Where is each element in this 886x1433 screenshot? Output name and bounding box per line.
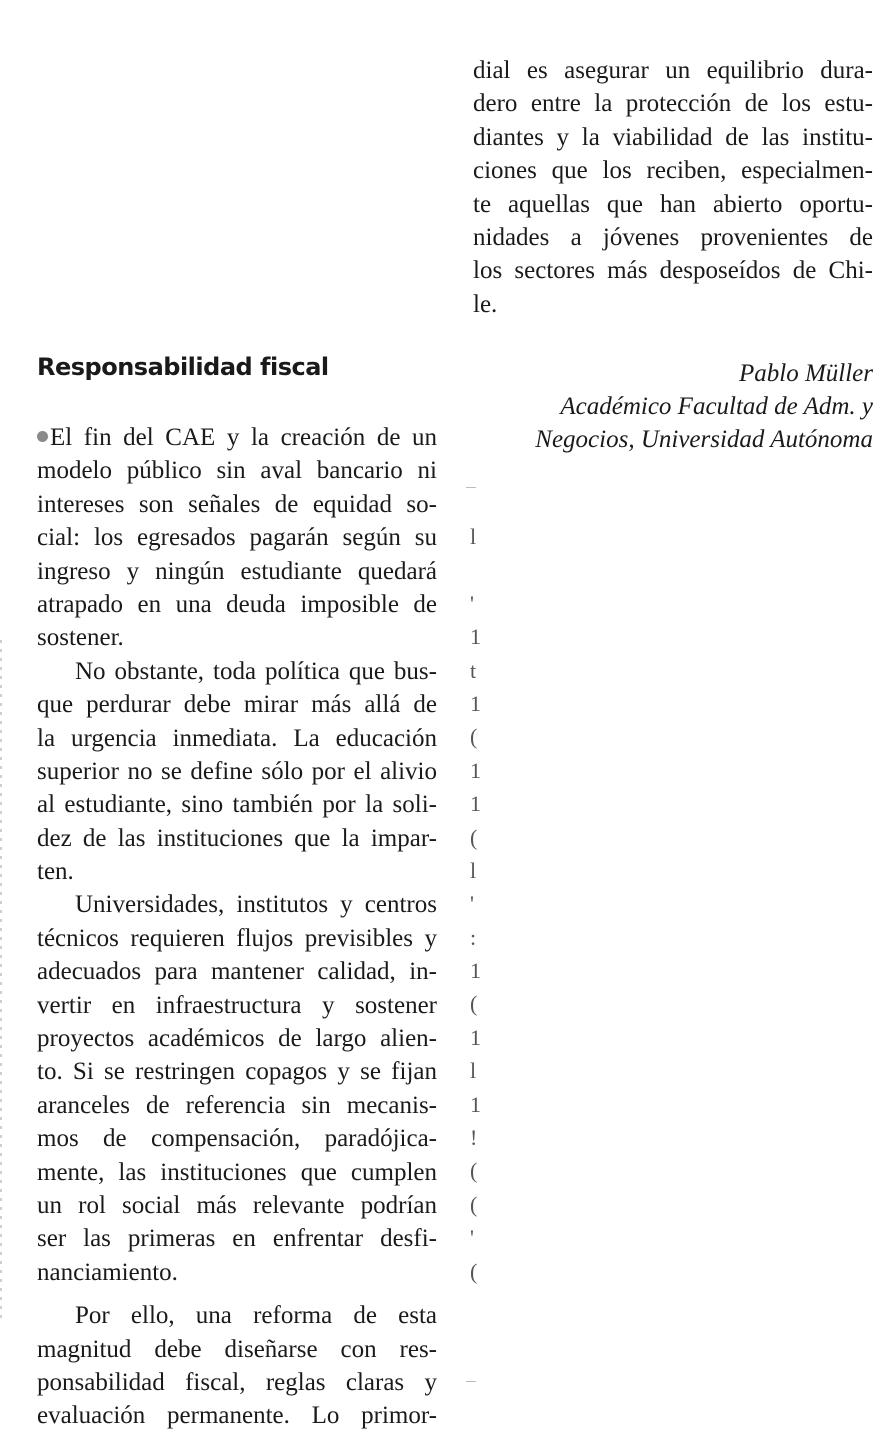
text-line: técnicos requieren flujos previsibles y	[37, 924, 437, 952]
fragment-glyph: '	[470, 590, 474, 616]
text-line: vertir en infraestructura y sostener	[37, 991, 437, 1019]
text-line: modelo público sin aval bancario ni	[37, 457, 437, 485]
fragment-glyph: (	[470, 824, 478, 850]
fragment-glyph: l	[470, 1058, 477, 1084]
text-line: nidades a jóvenes provenientes de	[473, 223, 873, 251]
fragment-glyph: 1	[470, 690, 481, 716]
text-line: proyectos académicos de largo alien-	[37, 1025, 437, 1053]
text-line	[37, 421, 437, 454]
fragment-glyph: (	[470, 1258, 478, 1284]
text-line: intereses son señales de equidad so-	[37, 490, 437, 518]
fragment-glyph: (	[470, 991, 478, 1017]
column-divider-top	[466, 487, 476, 488]
text-line: ciones que los reciben, especialmen-	[473, 157, 873, 185]
text-line: evaluación permanente. Lo primor-	[37, 1402, 437, 1430]
paragraph-2	[37, 655, 437, 889]
text-line: No obstante, toda política que bus-	[75, 657, 437, 685]
text-line: ingreso y ningún estudiante quedará	[37, 557, 437, 585]
article-headline: Responsabilidad fiscal	[37, 353, 329, 381]
adjacent-column-fragments	[470, 520, 482, 1288]
text-line: to. Si se restringen copagos y se fijan	[37, 1058, 437, 1086]
text-line: atrapado en una deuda imposible de	[37, 590, 437, 618]
text-line: te aquellas que han abierto oportu-	[473, 190, 873, 218]
fragment-glyph: 1	[470, 624, 481, 650]
author-title-line: Académico Facultad de Adm. y	[560, 393, 873, 421]
fragment-glyph: l	[470, 524, 477, 549]
text-line: diantes y la viabilidad de las institu-	[473, 123, 873, 151]
paragraph-1	[37, 421, 437, 655]
fragment-glyph: t	[470, 657, 477, 683]
left-column	[37, 348, 437, 1433]
column-divider-bottom	[466, 1381, 476, 1382]
fragment-glyph: 1	[470, 1024, 481, 1050]
fragment-glyph: (	[470, 1158, 478, 1184]
bullet-dot-icon	[37, 431, 48, 442]
fragment-glyph: !	[470, 1125, 478, 1151]
text-line: sostener.	[37, 624, 124, 652]
text-line: ser las primeras en enfrentar desfi-	[37, 1225, 437, 1253]
text-line: adecuados para mantener calidad, in-	[37, 958, 437, 986]
text-line: dero entre la protección de los estu-	[473, 90, 873, 118]
text-line: la urgencia inmediata. La educación	[37, 724, 437, 752]
text-line: que perdurar debe mirar más allá de	[37, 691, 437, 719]
text-line-content: El fin del CAE y la creación de un	[50, 424, 437, 451]
fragment-glyph: :	[470, 924, 477, 950]
fragment-glyph: 1	[470, 757, 481, 783]
fragment-glyph: l	[470, 857, 477, 883]
right-column	[473, 54, 873, 456]
continuation-paragraph	[473, 54, 873, 321]
scan-edge-artifact	[0, 640, 2, 1320]
author-signature	[473, 357, 873, 456]
text-line: superior no se define sólo por el alivio	[37, 757, 437, 785]
text-line: aranceles de referencia sin mecanis-	[37, 1091, 437, 1119]
text-line: ten.	[37, 858, 74, 886]
fragment-glyph: (	[470, 1191, 478, 1217]
text-line: mente, las instituciones que cumplen	[37, 1158, 437, 1186]
fragment-glyph: 1	[470, 1091, 481, 1117]
text-line: dez de las instituciones que la impar-	[37, 824, 437, 852]
text-line: Universidades, institutos y centros	[75, 891, 437, 919]
author-name: Pablo Müller	[738, 360, 873, 388]
paragraph-3	[37, 888, 437, 1289]
fragment-glyph: '	[470, 1225, 474, 1251]
fragment-glyph: 1	[470, 958, 481, 984]
text-line: dial es asegurar un equilibrio dura-	[473, 57, 873, 84]
text-line: ponsabilidad fiscal, reglas claras y	[37, 1368, 437, 1396]
fragment-glyph: '	[470, 891, 474, 917]
text-line: mos de compensación, paradójica-	[37, 1125, 437, 1153]
text-line: al estudiante, sino también por la soli-	[37, 791, 437, 819]
text-line: un rol social más relevante podrían	[37, 1191, 437, 1219]
text-line: Por ello, una reforma de esta	[75, 1302, 437, 1330]
text-line: cial: los egresados pagarán según su	[37, 524, 437, 552]
author-title-line: Negocios, Universidad Autónoma	[535, 426, 873, 454]
paragraph-4	[37, 1299, 437, 1433]
text-line: nanciamiento.	[37, 1258, 178, 1286]
fragment-glyph	[470, 553, 482, 586]
text-line: le.	[473, 290, 498, 318]
fragment-glyph: (	[470, 724, 478, 750]
text-line: los sectores más desposeídos de Chi-	[473, 257, 873, 285]
fragment-glyph: 1	[470, 791, 481, 817]
text-line: magnitud debe diseñarse con res-	[37, 1335, 437, 1363]
